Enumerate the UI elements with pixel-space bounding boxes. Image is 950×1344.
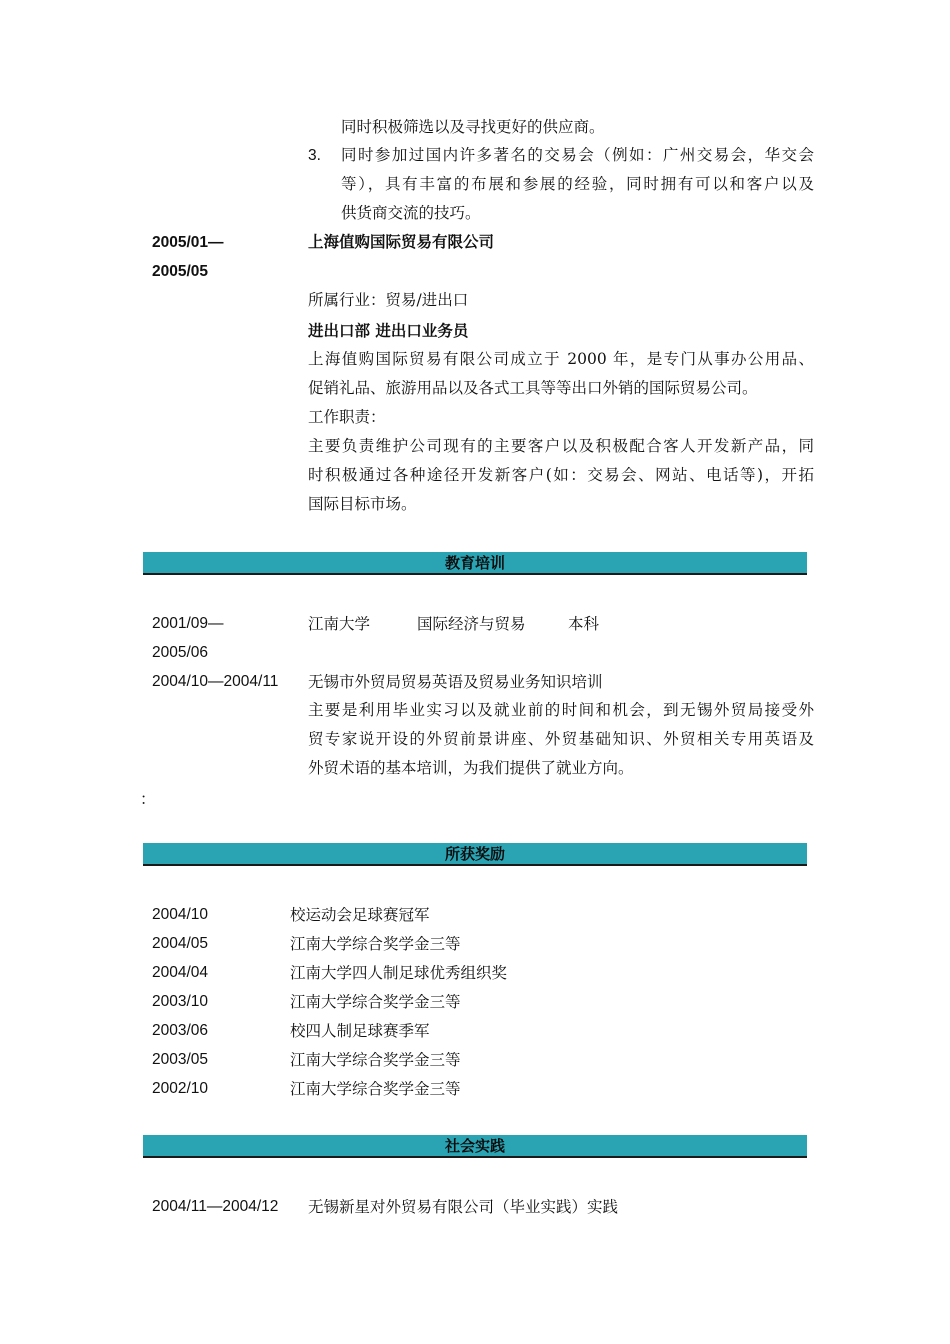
job-desc-line: 上海值购国际贸易有限公司成立于 2000 年，是专门从事办公用品、	[308, 350, 814, 368]
award-title: 江南大学综合奖学金三等	[290, 935, 461, 953]
job-date-end: 2005/05	[152, 263, 209, 280]
job-desc-line: 促销礼品、旅游用品以及各式工具等等出口外销的国际贸易公司。	[308, 379, 758, 397]
training-title: 无锡市外贸局贸易英语及贸易业务知识培训	[308, 673, 603, 691]
practice-title: 无锡新星对外贸易有限公司（毕业实践）实践	[308, 1198, 619, 1216]
job-duty-line: 时积极通过各种途径开发新客户(如：交易会、网站、电话等)，开拓	[308, 466, 814, 484]
award-date: 2004/04	[152, 964, 209, 981]
edu-school: 江南大学	[308, 615, 371, 633]
edu-major: 国际经济与贸易	[417, 615, 526, 633]
list-number: 3.	[308, 147, 321, 164]
job-duty-label: 工作职责：	[308, 408, 386, 426]
job-industry: 所属行业：贸易/进出口	[308, 291, 469, 309]
job-date-start: 2005/01—	[152, 234, 224, 251]
job-company: 上海值购国际贸易有限公司	[308, 232, 495, 251]
award-date: 2004/10	[152, 906, 209, 923]
training-desc-line: 外贸术语的基本培训，为我们提供了就业方向。	[308, 759, 634, 777]
job-duty-line: 国际目标市场。	[308, 495, 417, 513]
section-header-awards: 所获奖励	[143, 843, 807, 866]
award-date: 2002/10	[152, 1080, 209, 1097]
prev-job-item-line: 等），具有丰富的布展和参展的经验，同时拥有可以和客户以及	[341, 175, 814, 193]
prev-job-line: 同时积极筛选以及寻找更好的供应商。	[341, 118, 605, 136]
training-desc-line: 贸专家说开设的外贸前景讲座、外贸基础知识、外贸相关专用英语及	[308, 730, 814, 748]
practice-date: 2004/11—2004/12	[152, 1198, 279, 1215]
award-title: 江南大学综合奖学金三等	[290, 1080, 461, 1098]
edu-date-end: 2005/06	[152, 644, 209, 661]
award-title: 校运动会足球赛冠军	[290, 906, 430, 924]
award-date: 2003/05	[152, 1051, 209, 1068]
job-position: 进出口部 进出口业务员	[308, 321, 469, 340]
job-duty-line: 主要负责维护公司现有的主要客户以及积极配合客人开发新产品，同	[308, 437, 814, 455]
prev-job-item-line: 同时参加过国内许多著名的交易会（例如：广州交易会，华交会	[341, 146, 814, 164]
section-header-practice: 社会实践	[143, 1135, 807, 1158]
award-title: 江南大学综合奖学金三等	[290, 993, 461, 1011]
training-desc-line: 主要是利用毕业实习以及就业前的时间和机会，到无锡外贸局接受外	[308, 701, 814, 719]
award-date: 2003/10	[152, 993, 209, 1010]
edu-degree: 本科	[568, 615, 600, 633]
stray-mark: ：	[140, 790, 156, 808]
edu-date-start: 2001/09—	[152, 615, 224, 632]
section-header-education: 教育培训	[143, 552, 807, 575]
award-title: 江南大学综合奖学金三等	[290, 1051, 461, 1069]
award-title: 江南大学四人制足球优秀组织奖	[290, 964, 508, 982]
award-date: 2003/06	[152, 1022, 209, 1039]
training-date: 2004/10—2004/11	[152, 673, 279, 690]
award-title: 校四人制足球赛季军	[290, 1022, 430, 1040]
prev-job-item-line: 供货商交流的技巧。	[341, 204, 481, 222]
award-date: 2004/05	[152, 935, 209, 952]
